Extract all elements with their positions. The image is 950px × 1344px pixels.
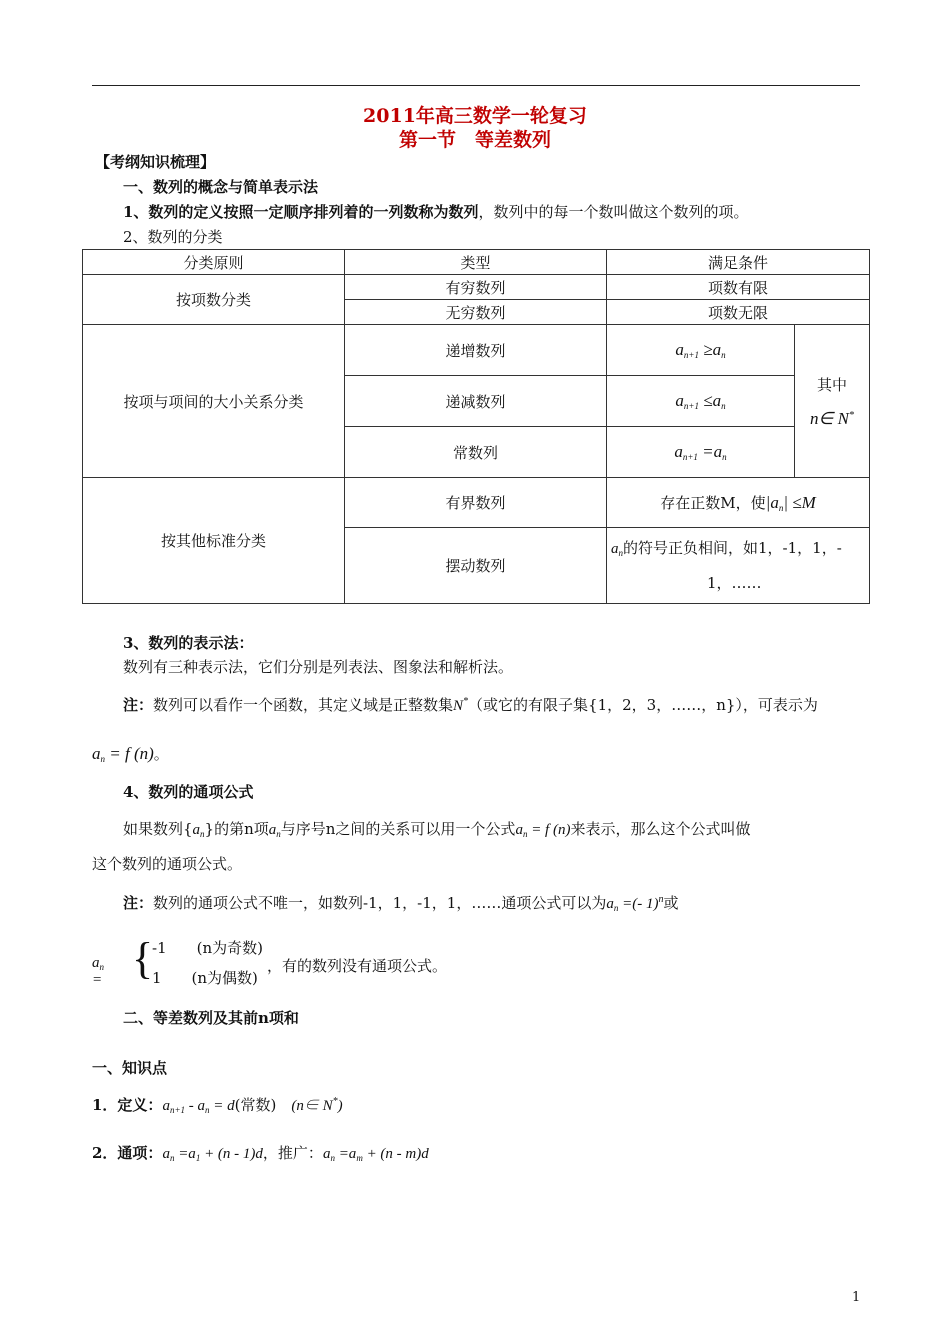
cond-bounded: 存在正数M，使$|a_n| \le M$ (607, 478, 870, 528)
s4-text5: 这个数列的通项公式。 (92, 855, 243, 873)
type-decreasing: 递减数列 (345, 376, 607, 427)
type-increasing: 递增数列 (345, 325, 607, 376)
note1-text2: （或它的有限子集{1，2，3，……，n}），可表示为 (468, 696, 818, 714)
note2-end: ，有的数列没有通项公式。 (267, 957, 448, 975)
header-condition: 满足条件 (607, 250, 870, 275)
header-principle: 分类原则 (83, 250, 345, 275)
top-rule (92, 85, 860, 86)
cond-bounded-text: 存在正数M，使 (660, 494, 766, 512)
group-by-count: 按项数分类 (83, 275, 345, 325)
definition-1-rest: ，数列中的每一个数叫做这个数列的项。 (478, 203, 749, 221)
page-number: 1 (852, 1290, 861, 1305)
type-constant: 常数列 (345, 427, 607, 478)
group-by-other: 按其他标准分类 (83, 478, 345, 604)
cond-oscillating: $a_n$的符号正负相间，如1，-1，1，- 1，…… (607, 528, 870, 604)
note2-label: 注： (123, 894, 154, 912)
where-note (795, 325, 870, 478)
s4-paragraph: 如果数列$\{a_n\}$的第n项$a_n$与序号n之间的关系可以用一个公式$a_n = f$ (n)来表示，那么这个公式叫做 (123, 820, 751, 839)
note1: 注：数列可以看作一个函数，其定义域是正整数集N*（或它的有限子集{1，2，3，……，n}），可表示为 (123, 696, 818, 714)
cond-finite: 项数有限 (607, 275, 870, 300)
n-in-N-star: n∈ N* (810, 408, 854, 428)
cond-constant: $a_{n+1} =a_n$ (607, 427, 795, 478)
kp2-general-term: 2．通项：$a_n =a_1 + (n - 1)d$，推广：$a_n =a_m + (n - m)d$ (92, 1144, 429, 1163)
note2-text: 数列的通项公式不唯一，如数列-1，1，-1，1，……通项公式可以为 (153, 894, 607, 912)
knowledge-heading: 一、知识点 (92, 1059, 168, 1077)
group-by-size: 按项与项间的大小关系分类 (83, 325, 345, 478)
type-infinite: 无穷数列 (345, 300, 607, 325)
title-line-1: 2011年高三数学一轮复习 (363, 105, 587, 127)
note1-label: 注： (123, 696, 154, 714)
where-label: 其中 (817, 375, 848, 394)
kp2-label: 2．通项： (92, 1144, 163, 1162)
definition-1 (123, 201, 748, 222)
type-bounded: 有界数列 (345, 478, 607, 528)
cond-infinite: 项数无限 (607, 300, 870, 325)
s4-text3: 与序号n之间的关系可以用一个公式 (280, 820, 516, 838)
s3-heading: 3、数列的表示法： (123, 634, 254, 652)
note1-end: 。 (153, 745, 169, 763)
part2-heading: 二、等差数列及其前n项和 (123, 1009, 299, 1027)
definition-1-bold: 1、数列的定义按照一定顺序排列着的一列数称为数列 (123, 203, 479, 221)
s4-text1: 如果数列{ (123, 820, 193, 838)
definition-2: 2、数列的分类 (123, 228, 223, 246)
kp1-paren: (常数) (234, 1096, 277, 1114)
s4-text4: 来表示，那么这个公式叫做 (570, 820, 751, 838)
header-type: 类型 (345, 250, 607, 275)
case-even: 1 (n为偶数) (152, 969, 258, 987)
title-line-2: 第一节 等差数列 (398, 129, 551, 151)
note2-or: 或 (663, 894, 679, 912)
s3-text: 数列有三种表示法，它们分别是列表法、图象法和解析法。 (123, 658, 514, 676)
note1-formula: $a_n = f$ (n)。 (92, 744, 169, 764)
case-odd: -1 (n为奇数) (152, 939, 263, 957)
cond-increasing: $a_{n+1} \ge a_n$ (607, 325, 795, 376)
kp1-definition: 1．定义：$a_{n+1} - a_n = d$(常数) (n∈ N*) (92, 1096, 343, 1115)
s4-text2: }的第n项 (204, 820, 269, 838)
s4-heading: 4、数列的通项公式 (123, 783, 254, 801)
type-oscillating: 摆动数列 (345, 528, 607, 604)
cond-oscillating-line1: 的符号正负相间，如1，-1，1，- (623, 539, 842, 557)
note1-text: 数列可以看作一个函数，其定义域是正整数集 (153, 696, 454, 714)
note2: 注：数列的通项公式不唯一，如数列-1，1，-1，1，……通项公式可以为$a_n$ =(- 1)$^n$或 (123, 894, 679, 913)
type-finite: 有穷数列 (345, 275, 607, 300)
cond-decreasing: $a_{n+1} \le a_n$ (607, 376, 795, 427)
section-header: 【考纲知识梳理】 (95, 153, 216, 171)
kp1-label: 1．定义： (92, 1096, 163, 1114)
kp2-mid: ，推广： (262, 1144, 323, 1162)
part1-heading: 一、数列的概念与简单表示法 (123, 178, 319, 196)
classification-table (82, 249, 870, 604)
cond-oscillating-line2: 1，…… (707, 574, 762, 592)
